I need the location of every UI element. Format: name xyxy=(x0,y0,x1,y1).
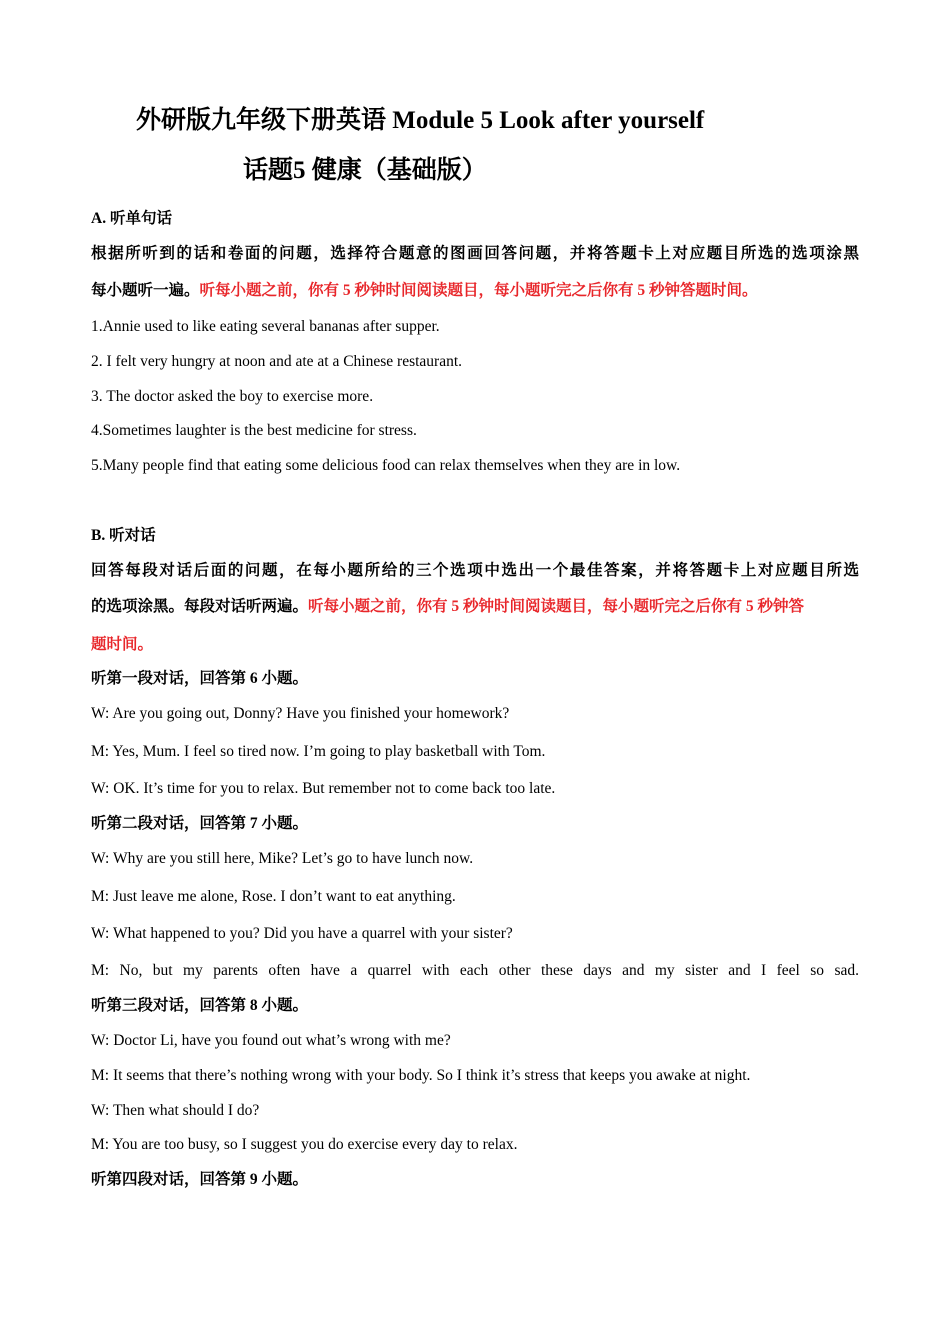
sentence-5: 5.Many people find that eating some delicious food can relax themselves when they are in low. xyxy=(91,457,681,474)
dialogue-3-line-4: M: You are too busy, so I suggest you do exercise every day to relax. xyxy=(91,1136,518,1153)
dialogue-2-line-4: M: No, but my parents often have a quarrel with each other these days and my sister and I feel so sad. xyxy=(91,962,859,979)
section-a-label: A. 听单句话 xyxy=(91,210,172,227)
dialogue-1-heading: 听第一段对话，回答第 6 小题。 xyxy=(91,670,309,687)
dialogue-2-line-3: W: What happened to you? Did you have a quarrel with your sister? xyxy=(91,925,513,942)
dialogue-3-line-2: M: It seems that there’s nothing wrong with your body. So I think it’s stress that keeps you awake at night. xyxy=(91,1067,751,1084)
dialogue-1-line-2: M: Yes, Mum. I feel so tired now. I’m going to play basketball with Tom. xyxy=(91,743,546,760)
section-b-instruction-black: 的选项涂黑。每段对话听两遍。 xyxy=(91,598,309,615)
dialogue-2-line-1: W: Why are you still here, Mike? Let’s go to have lunch now. xyxy=(91,850,474,867)
dialogue-2-heading: 听第二段对话，回答第 7 小题。 xyxy=(91,815,309,832)
dialogue-3-line-1: W: Doctor Li, have you found out what’s wrong with me? xyxy=(91,1032,451,1049)
section-b-instruction-line3: 题时间。 xyxy=(91,636,154,653)
document-subtitle: 话题5 健康（基础版） xyxy=(243,157,487,184)
dialogue-4-heading: 听第四段对话，回答第 9 小题。 xyxy=(91,1171,309,1188)
section-a-instruction-line1: 根据所听到的话和卷面的问题，选择符合题意的图画回答问题，并将答题卡上对应题目所选的选项涂黑 xyxy=(91,245,859,262)
sentence-3: 3. The doctor asked the boy to exercise more. xyxy=(91,388,374,405)
dialogue-1-line-1: W: Are you going out, Donny? Have you finished your homework? xyxy=(91,705,510,722)
section-b-instruction-line2 xyxy=(91,597,804,617)
section-b-instruction-line1: 回答每段对话后面的问题，在每小题所给的三个选项中选出一个最佳答案，并将答题卡上对应题目所选 xyxy=(91,562,859,579)
dialogue-3-heading: 听第三段对话，回答第 8 小题。 xyxy=(91,997,309,1014)
document-title: 外研版九年级下册英语 Module 5 Look after yourself xyxy=(136,107,705,134)
section-a-instruction-red: 听每小题之前，你有 5 秒钟时间阅读题目，每小题听完之后你有 5 秒钟答题时间。 xyxy=(199,282,758,299)
section-a-instruction-black: 每小题听一遍。 xyxy=(91,282,200,299)
dialogue-2-line-2: M: Just leave me alone, Rose. I don’t want to eat anything. xyxy=(91,888,456,905)
sentence-2: 2. I felt very hungry at noon and ate at a Chinese restaurant. xyxy=(91,353,463,370)
section-a-instruction-line2 xyxy=(91,281,758,301)
dialogue-3-line-3: W: Then what should I do? xyxy=(91,1102,260,1119)
sentence-4: 4.Sometimes laughter is the best medicine for stress. xyxy=(91,422,417,439)
section-b-label: B. 听对话 xyxy=(91,527,156,544)
sentence-1: 1.Annie used to like eating several bananas after supper. xyxy=(91,318,440,335)
section-b-instruction-red: 听每小题之前，你有 5 秒钟时间阅读题目，每小题听完之后你有 5 秒钟答 xyxy=(308,598,805,615)
dialogue-1-line-3: W: OK. It’s time for you to relax. But remember not to come back too late. xyxy=(91,780,556,797)
